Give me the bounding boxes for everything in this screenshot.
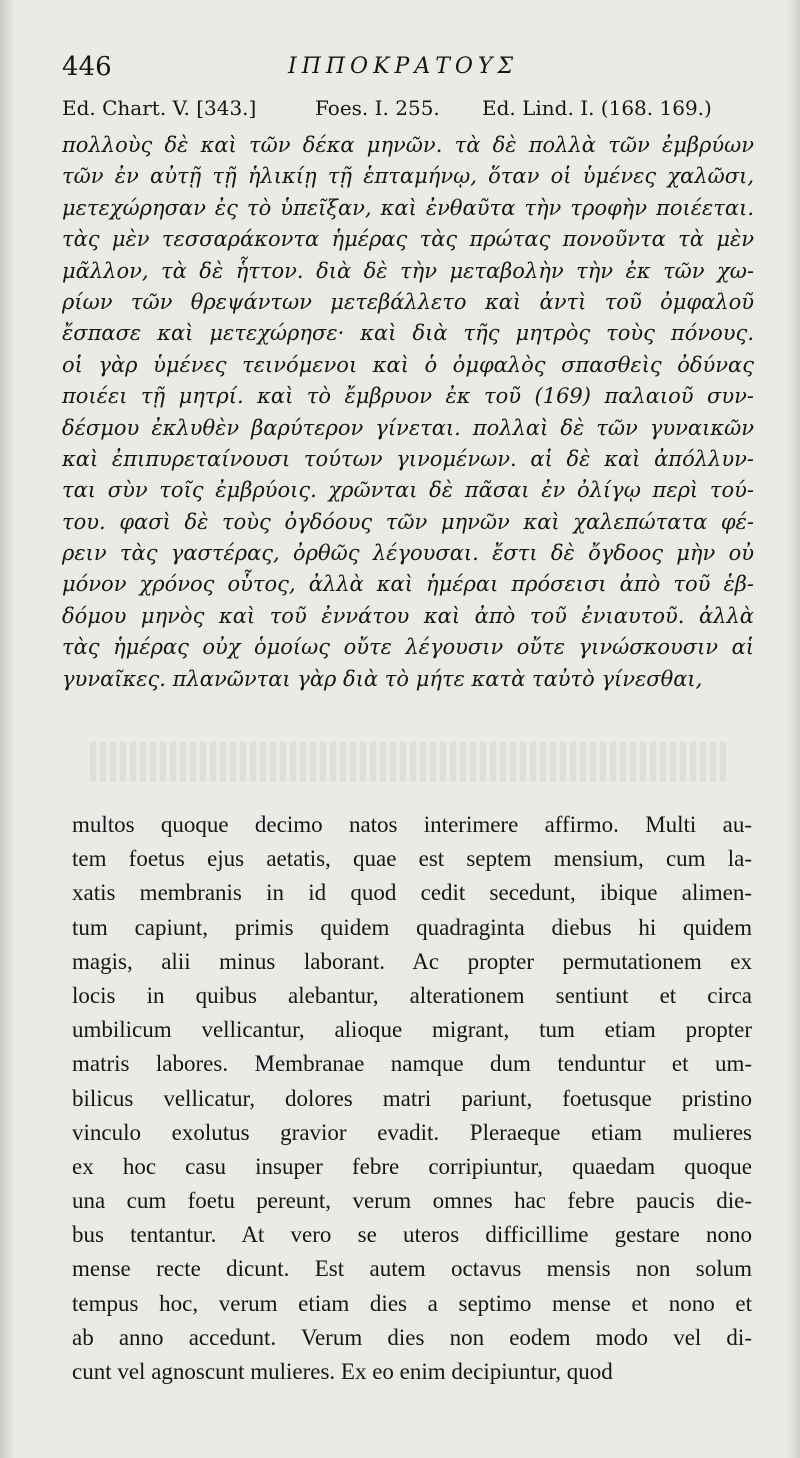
ref-foes-edition: Foes. I. 255. — [315, 96, 440, 120]
greek-text-block — [62, 130, 754, 695]
latin-text-line: bilicus vellicatur, dolores matri pariunt, foetusque pristino — [72, 1085, 752, 1111]
latin-text-line: tem foetus ejus aetatis, quae est septem mensium, cum la- — [72, 846, 752, 872]
page-edge-left — [0, 0, 14, 1458]
latin-text-line: xatis membranis in id quod cedit secedunt, ibique alimen- — [72, 880, 752, 906]
greek-text-line: ἔσπασε καὶ μετεχώρησε· καὶ διὰ τῆς μητρὸς τοὺς πόνους. — [62, 321, 754, 346]
latin-text-line: ex hoc casu insuper febre corripiuntur, quaedam quoque — [72, 1153, 752, 1179]
latin-text-line: bus tentantur. At vero se uteros difficillime gestare nono — [72, 1222, 752, 1248]
latin-text-line: matris labores. Membranae namque dum tenduntur et um- — [72, 1051, 752, 1077]
latin-text-line: cunt vel agnoscunt mulieres. Ex eo enim decipiuntur, quod — [72, 1359, 613, 1384]
page-edge-right — [786, 0, 800, 1458]
running-head — [0, 52, 800, 98]
greek-text-line: καὶ ἐπιπυρεταίνουσι τούτων γινομένων. αἱ δὲ καὶ ἀπόλλυν- — [62, 446, 754, 471]
greek-text-line: μόνον χρόνος οὗτος, ἀλλὰ καὶ ἡμέραι πρόσεισι ἀπὸ τοῦ ἑβ- — [62, 572, 754, 597]
greek-text-line: γυναῖκες. πλανῶνται γὰρ διὰ τὸ μήτε κατὰ ταὐτὸ γίνεσθαι, — [62, 666, 703, 691]
latin-text-line: magis, alii minus laborant. Ac propter permutationem ex — [72, 948, 752, 974]
latin-text-line: umbilicum vellicantur, alioque migrant, tum etiam propter — [72, 1017, 752, 1043]
greek-text-line: ποιέει τῇ μητρί. καὶ τὸ ἔμβρυον ἐκ τοῦ (169) παλαιοῦ συν- — [62, 384, 754, 409]
latin-text-line: ab anno accedunt. Verum dies non eodem modo vel di- — [72, 1324, 752, 1350]
greek-text-line: μετεχώρησαν ἐς τὸ ὑπεῖξαν, καὶ ἐνθαῦτα τὴν τροφὴν ποιέεται. — [62, 195, 754, 220]
latin-text-line: locis in quibus alebantur, alterationem sentiunt et circa — [72, 982, 752, 1008]
greek-text-line: του. φασὶ δὲ τοὺς ὀγδόους τῶν μηνῶν καὶ χαλεπώτατα φέ- — [62, 509, 754, 534]
greek-text-line: δόμου μηνὸς καὶ τοῦ ἐννάτου καὶ ἀπὸ τοῦ ἐνιαυτοῦ. ἀλλὰ — [62, 603, 754, 628]
greek-text-line: ρίων τῶν θρεψάντων μετεβάλλετο καὶ ἀντὶ τοῦ ὀμφαλοῦ — [62, 289, 754, 314]
latin-text-line: mense recte dicunt. Est autem octavus mensis non solum — [72, 1256, 752, 1282]
latin-text-line: tum capiunt, primis quidem quadraginta diebus hi quidem — [72, 914, 752, 940]
running-title: ΙΠΠΟΚΡΑΤΟΥΣ — [288, 54, 519, 79]
greek-text-line: ται σὺν τοῖς ἐμβρύοις. χρῶνται δὲ πᾶσαι ἐν ὀλίγῳ περὶ τού- — [62, 478, 754, 503]
page-number: 446 — [62, 52, 112, 82]
latin-text-line: multos quoque decimo natos interimere affirmo. Multi au- — [72, 812, 752, 837]
latin-text-line: tempus hoc, verum etiam dies a septimo mense et nono et — [72, 1290, 752, 1316]
greek-text-line: μᾶλλον, τὰ δὲ ἧττον. διὰ δὲ τὴν μεταβολὴν τὴν ἐκ τῶν χω- — [62, 258, 754, 283]
greek-text-line: τὰς μὲν τεσσαράκοντα ἡμέρας τὰς πρώτας πονοῦντα τὰ μὲν — [62, 227, 754, 252]
greek-text-line: ρειν τὰς γαστέρας, ὀρθῶς λέγουσαι. ἔστι δὲ ὄγδοος μὴν οὐ — [62, 541, 754, 566]
greek-text-line: πολλοὺς δὲ καὶ τῶν δέκα μηνῶν. τὰ δὲ πολλὰ τῶν ἐμβρύων — [62, 133, 754, 157]
latin-text-line: vinculo exolutus gravior evadit. Pleraeque etiam mulieres — [72, 1119, 752, 1145]
latin-translation-block — [72, 808, 752, 1389]
greek-text-line: οἱ γὰρ ὑμένες τεινόμενοι καὶ ὁ ὀμφαλὸς σπασθεὶς ὀδύνας — [62, 352, 754, 377]
greek-text-line: δέσμου ἐκλυθὲν βαρύτερον γίνεται. πολλαὶ δὲ τῶν γυναικῶν — [62, 415, 754, 440]
ref-lind-edition: Ed. Lind. I. (168. 169.) — [482, 96, 712, 120]
bleed-through-shadow — [90, 742, 730, 782]
ref-chart-edition: Ed. Chart. V. [343.] — [62, 96, 257, 120]
greek-text-line: τῶν ἐν αὐτῇ τῇ ἡλικίῃ τῇ ἑπταμήνῳ, ὅταν οἱ ὑμένες χαλῶσι, — [62, 164, 754, 189]
greek-text-line: τὰς ἡμέρας οὐχ ὁμοίως οὔτε λέγουσιν οὔτε γινώσκουσιν αἱ — [62, 635, 754, 660]
latin-text-line: una cum foetu pereunt, verum omnes hac febre paucis die- — [72, 1188, 752, 1214]
edition-references — [62, 96, 762, 130]
